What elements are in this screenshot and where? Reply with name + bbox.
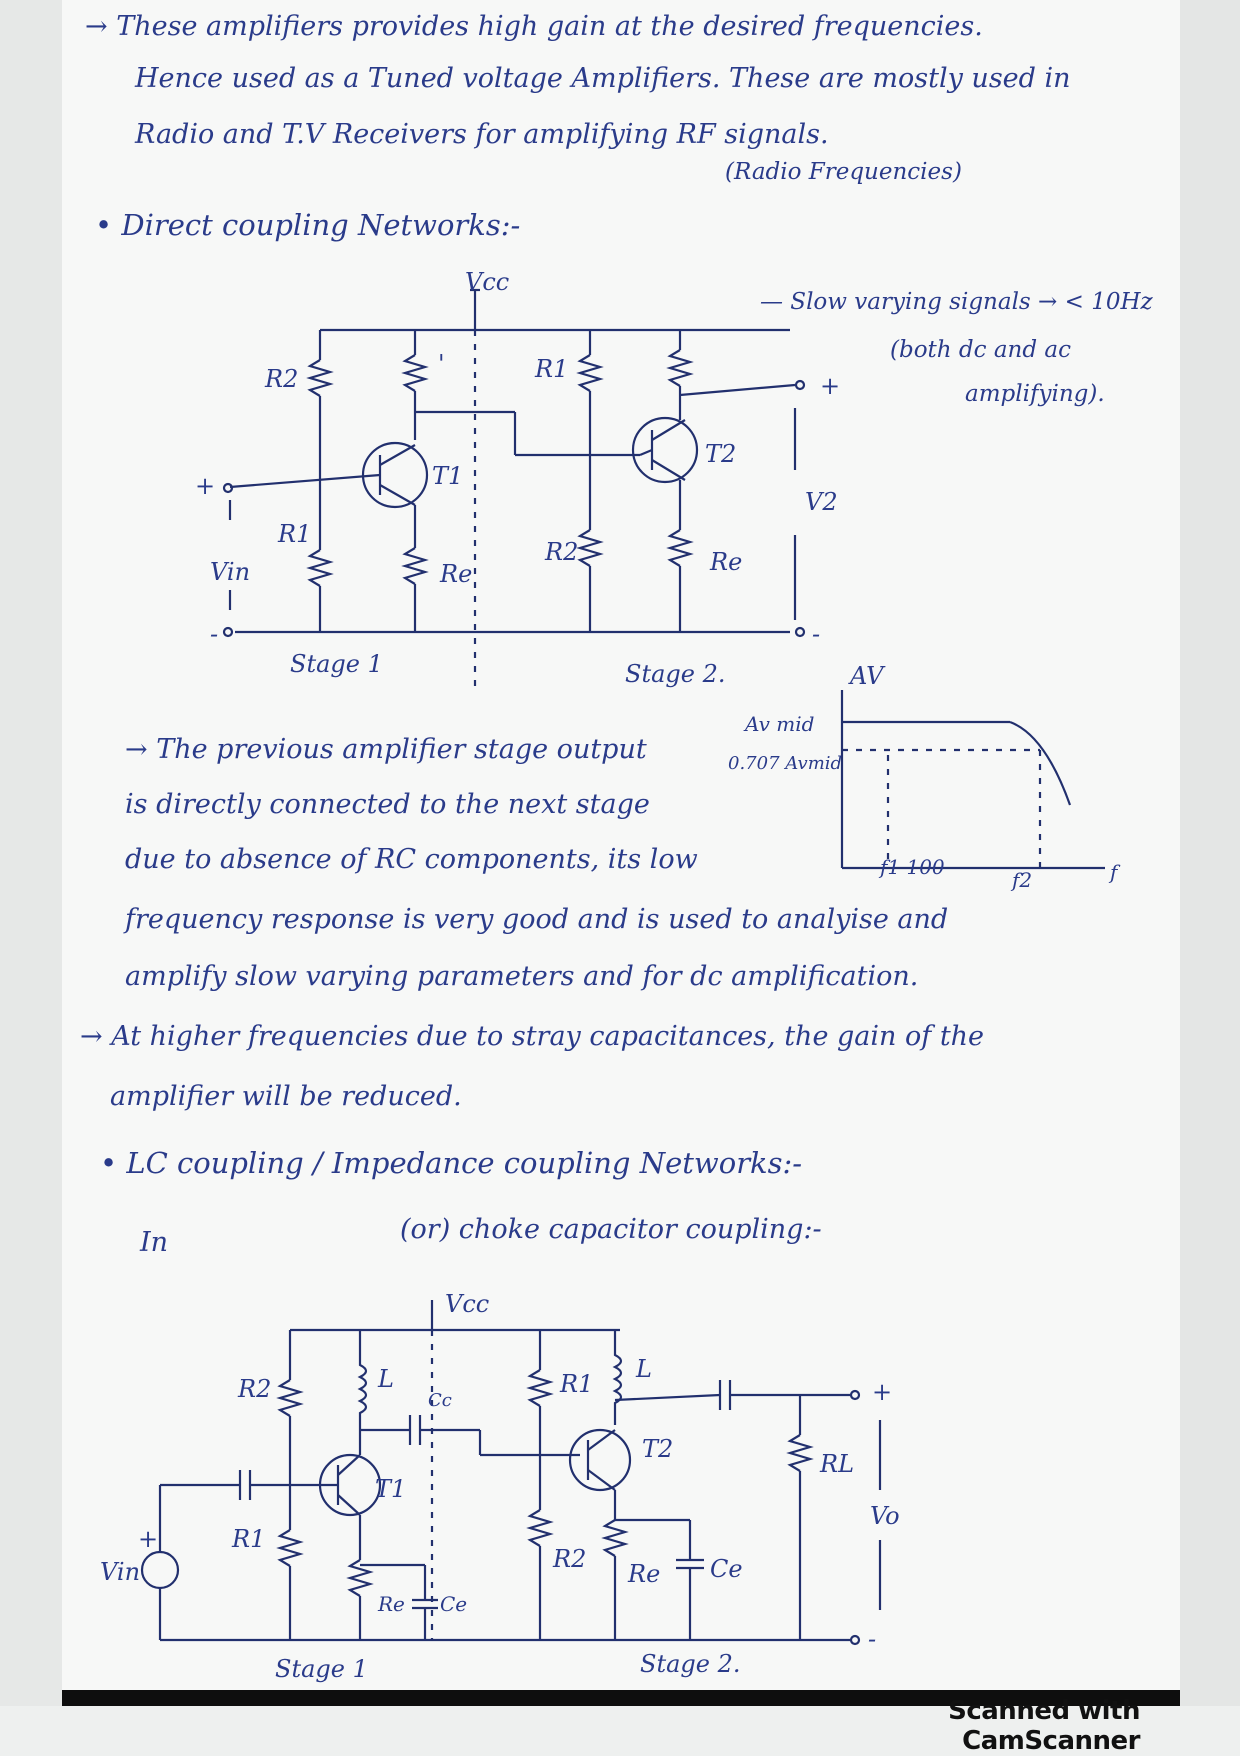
section-subheading-choke: (or) choke capacitor coupling:- <box>400 1214 822 1245</box>
c1-stage1-label: Stage 1 <box>290 650 383 678</box>
note-line-1: → These amplifiers provides high gain at the desired frequencies. <box>85 11 983 42</box>
c2-out-plus-label: + <box>872 1378 893 1406</box>
c1-r2-label: R2 <box>265 365 299 393</box>
c1-vin-label: Vin <box>210 558 251 586</box>
lc-coupled-circuit <box>142 1300 880 1644</box>
side-note-1: — Slow varying signals → < 10Hz <box>760 289 1153 315</box>
graph-mid-label: Av mid <box>745 712 815 736</box>
c1-out-plus-label: + <box>820 372 841 400</box>
graph-x-f1-label: f1 100 <box>880 855 945 879</box>
camscanner-watermark: Scanned with CamScanner <box>948 1696 1140 1756</box>
c2-out-minus-label: - <box>868 1625 877 1653</box>
c2-re2-label: Re <box>628 1560 661 1588</box>
c2-t2-label: T2 <box>642 1435 674 1463</box>
body-line-3: due to absence of RC components, its low <box>125 844 698 875</box>
c2-rl-label: RL <box>820 1450 855 1478</box>
c1-t1-label: T1 <box>432 462 464 490</box>
c2-r1a-label: R1 <box>232 1525 266 1553</box>
note-line-4: (Radio Frequencies) <box>725 159 962 185</box>
c2-vcc-label: Vcc <box>445 1290 490 1318</box>
note-line-2: Hence used as a Tuned voltage Amplifiers. These are mostly used in <box>135 63 1071 94</box>
c1-vcc-label: Vcc <box>465 268 510 296</box>
c2-l1-label: L <box>378 1365 394 1393</box>
c1-v2-label: V2 <box>805 488 838 516</box>
c1-t2-label: T2 <box>705 440 737 468</box>
c2-re1-label: Re <box>378 1592 405 1616</box>
c2-stage2-label: Stage 2. <box>640 1650 741 1678</box>
c2-stage1-label: Stage 1 <box>275 1655 368 1683</box>
c1-r-top-label: ' <box>438 350 445 378</box>
side-note-2: (both dc and ac <box>890 337 1071 363</box>
c1-stage2-label: Stage 2. <box>625 660 726 688</box>
c1-r1a-label: R1 <box>535 355 569 383</box>
note-line-3: Radio and T.V Receivers for amplifying RF signals. <box>135 119 829 150</box>
c1-re1-label: Re <box>440 560 473 588</box>
c1-plus-label: + <box>195 472 216 500</box>
c2-r1b-label: R1 <box>560 1370 594 1398</box>
graph-x-f2-label: f2 <box>1012 868 1033 892</box>
c2-vo-label: Vo <box>870 1502 900 1530</box>
body-line-2: is directly connected to the next stage <box>125 789 650 820</box>
c1-minus-label: - <box>210 620 219 648</box>
c2-r2-label: R2 <box>238 1375 272 1403</box>
c1-out-minus-label: - <box>812 620 821 648</box>
c2-l2-label: L <box>636 1355 652 1383</box>
c2-t1-label: T1 <box>375 1475 407 1503</box>
frequency-response-graph <box>842 690 1105 868</box>
c2-plus-label: + <box>138 1525 159 1553</box>
graph-y-label: AV <box>850 662 884 690</box>
in-label: In <box>140 1227 169 1258</box>
body-line-7: amplifier will be reduced. <box>110 1081 462 1112</box>
body-line-5: amplify slow varying parameters and for dc amplification. <box>125 961 919 992</box>
body-line-4: frequency response is very good and is used to analyise and <box>125 904 949 935</box>
c2-cc-label: Cc <box>428 1390 452 1411</box>
graph-x-f-label: f <box>1110 860 1118 884</box>
side-note-3: amplifying). <box>965 381 1105 407</box>
c1-rq-label: R2 <box>545 538 579 566</box>
c2-ce2-label: Ce <box>710 1555 743 1583</box>
direct-coupled-circuit <box>224 290 804 690</box>
c1-re2-label: Re <box>710 548 743 576</box>
c1-r1b-label: R1 <box>278 520 312 548</box>
section-heading-direct-coupling: • Direct coupling Networks:- <box>95 208 521 242</box>
body-line-1: → The previous amplifier stage output <box>125 734 647 765</box>
c2-vin-label: Vin <box>100 1558 141 1586</box>
c2-rq-label: R2 <box>553 1545 587 1573</box>
c2-ce1-label: Ce <box>440 1592 468 1616</box>
body-line-6: → At higher frequencies due to stray capacitances, the gain of the <box>80 1021 985 1052</box>
graph-level-label: 0.707 Avmid <box>728 753 843 774</box>
section-heading-lc-coupling: • LC coupling / Impedance coupling Networks:- <box>100 1146 803 1180</box>
